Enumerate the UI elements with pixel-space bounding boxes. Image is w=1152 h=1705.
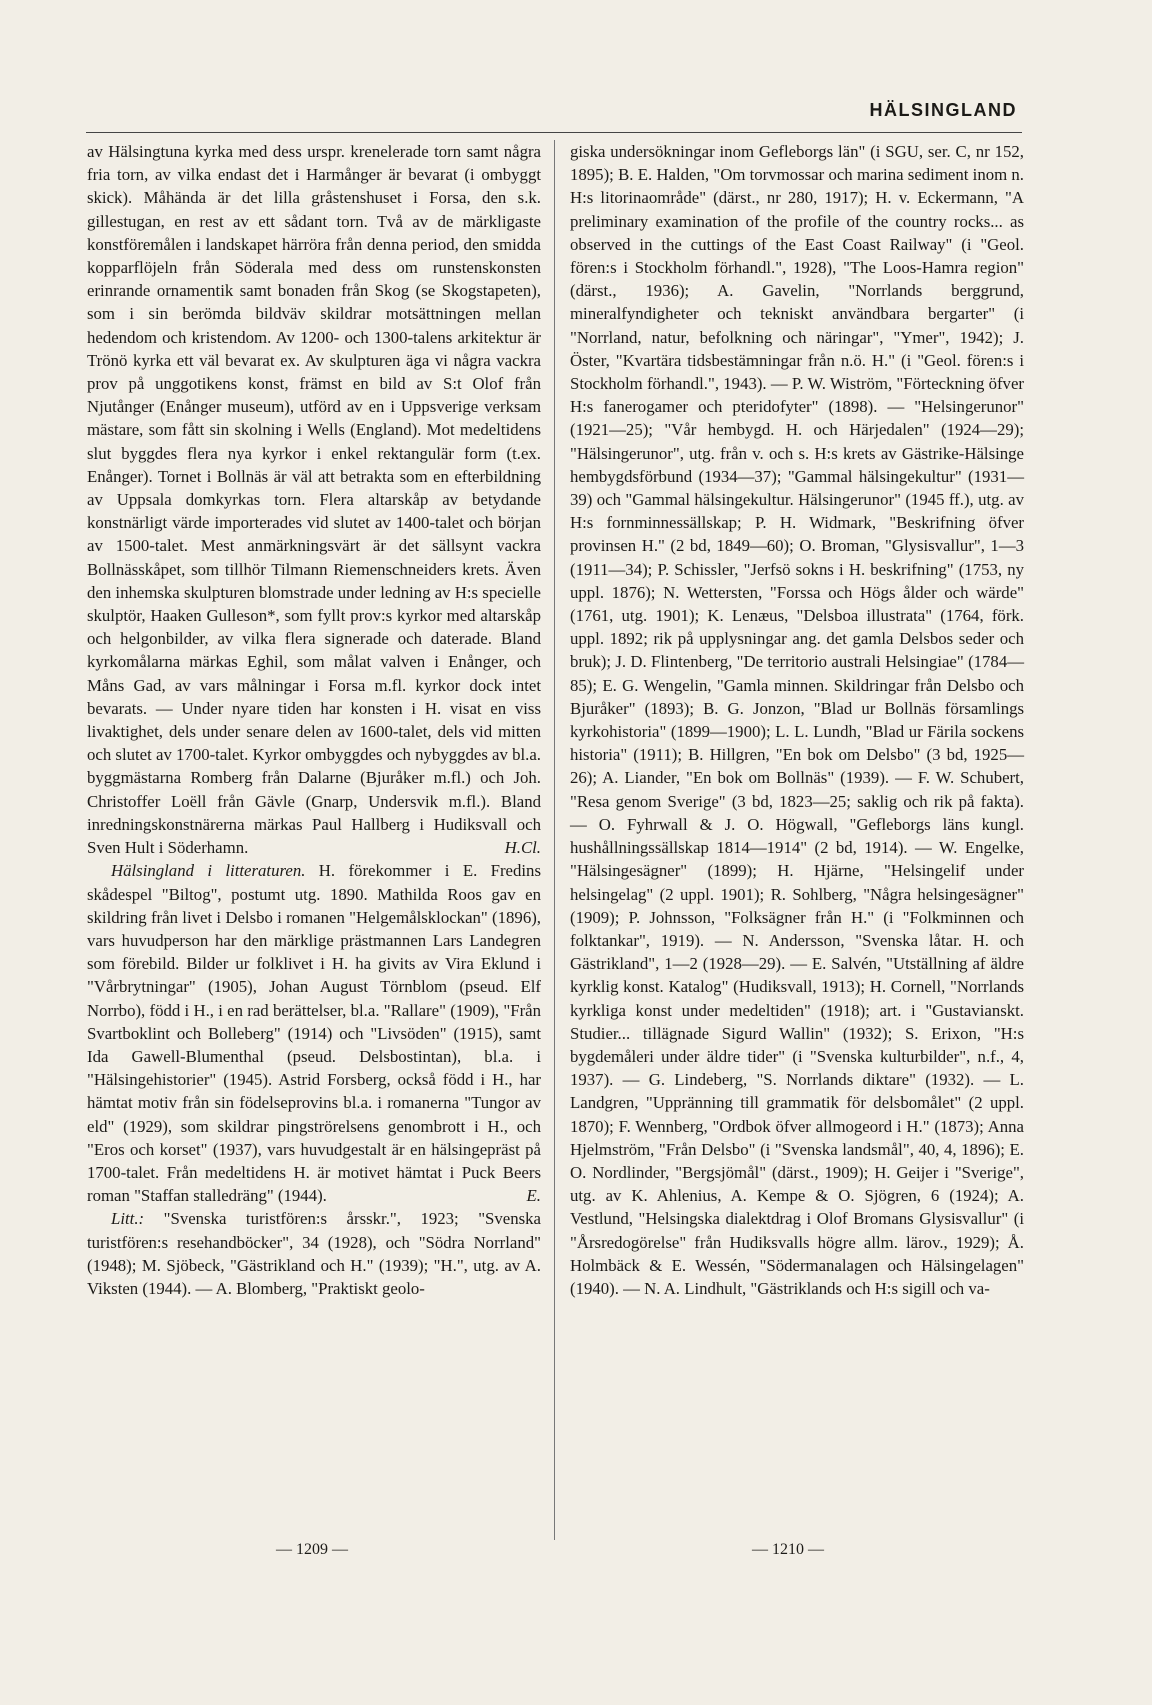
literature-signature: E. — [526, 1186, 541, 1206]
references-label: Litt.: — [111, 1209, 145, 1229]
right-column — [570, 140, 1024, 1300]
left-column — [87, 140, 541, 1300]
page-number-right: — 1210 — — [752, 1541, 824, 1558]
art-history-paragraph — [87, 140, 541, 859]
references-text: "Svenska turistfören:s årsskr.", 1923; "Svenska turistfören:s resehandböcker", 34 (1928), och "Södra Norrland" (1948); M. Sjöbeck, "Gästrikland och H." (1939); "H.", utg. av A. Viksten (1944). — A. Blomberg, "Praktiskt geolo- — [87, 1209, 541, 1298]
art-signature: H.Cl. — [504, 838, 541, 858]
page-number-left: — 1209 — — [276, 1541, 348, 1558]
literature-text: H. förekommer i E. Fredins skådespel "Biltog", postumt utg. 1890. Mathilda Roos gav en skildring från livet i Delsbo i romanen "Helgemålsklockan" (1896), vars huvudperson har den märklige prästmannen Lars Landegren som förebild. Bilder ur folklivet i H. ha givits av Vira Eklund i "Vårbrytningar" (1905), Johan August Törnblom (pseud. Elf Norrbo), född i H., i en rad berättelser, bl.a. "Rallare" (1909), "Från Svartboklint och Bolleberg" (1914) och "Livsöden" (1915), samt Ida Gawell-Blumenthal (pseud. Delsbostintan), bl.a. i "Hälsingehistorier" (1945). Astrid Forsberg, också född i H., har hämtat motiv från sin födelseprovins bl.a. i romanerna "Tungor av eld" (1929), som skildrar pingströrelsens genombrott i H., och "Eros och korset" (1937), vars huvudgestalt är en hälsingepräst på 1700-talet. Från medeltidens H. är motivet hämtat i Puck Beers roman "Staffan stalledräng" (1944). — [87, 861, 541, 1206]
art-history-text: av Hälsingtuna kyrka med dess urspr. krenelerade torn samt några fria torn, av vilka endast det i Harmånger är bevarat (i ombyggt skick). Måhända är det lilla gråstenshuset i Forsa, den s.k. gillestugan, en rest av ett sådant torn. Två av de märkligaste konstföremålen i landskapet härröra från denna period, den smidda kopparflöjeln från Söderala med dess om runstenskonsten erinrande ornamentik samt bonaden från Skog (se Skogstapeten), som i sin berömda bildväv skildrar motsättningen mellan hedendom och kristendom. Av 1200- och 1300-talens arkitektur är Trönö kyrka ett väl bevarat ex. Av skulpturen äga vi några vackra prov på unggotikens konst, främst en bild av S:t Olof från Njutånger (Enånger museum), utförd av en i Uppsverige verksam mästare, som fått sin skolning i Wells (England). Mot medeltidens slut byggdes flera nya kyrkor i enkel rektangulär form (t.ex. Enånger). Tornet i Bollnäs är väl att betrakta som en efterbildning av Uppsala domkyrkas torn. Flera altarskåp av betydande konstnärligt värde importerades vid slutet av 1400-talet och början av 1500-talet. Mest anmärkningsvärt är det sällsynt vackra Bollnässkåpet, som tillhör Tilmann Riemenschneiders krets. Även den inhemska skulpturen blomstrade under ledning av H:s specielle skulptör, Haaken Gulleson*, som fyllt prov:s kyrkor med altarskåp och helgonbilder, av vilka flera signerade och daterade. Bland kyrkomålarna märkas Eghil, som målat valven i Enånger, och Måns Gad, av vars målningar i Forsa m.fl. kyrkor dock intet bevarats. — Under nyare tiden har konsten i H. visat en viss livaktighet, dels under senare delen av 1600-talet, dels vid mitten och slutet av 1700-talet. Kyrkor ombyggdes och nybyggdes av bl.a. byggmästarna Romberg från Dalarne (Bjuråker m.fl.) och Joh. Christoffer Loëll från Gävle (Gnarp, Undersvik m.fl.). Bland inredningskonstnärerna märkas Paul Hallberg i Hudiksvall och Sven Hult i Söderhamn. — [87, 142, 541, 858]
header-rule — [86, 132, 1022, 133]
literature-paragraph — [87, 859, 541, 1207]
column-divider — [554, 140, 555, 1540]
references-continued: giska undersökningar inom Gefleborgs län" (i SGU, ser. C, nr 152, 1895); B. E. Halden, "Om torvmossar och marina sediment inom n. H:s litorinaområde" (därst., nr 280, 1917); H. v. Eckermann, "A preliminary examination of the profile of the country rocks... as observed in the cuttings of the East Coast Railway" (i "Geol. fören:s i Stockholm förhandl.", 1928), "The Loos-Hamra region" (därst., 1936); A. Gavelin, "Norrlands berggrund, mineralfyndigheter och tekniskt användbara bergarter" (i "Norrland, natur, befolkning och näringar", "Ymer", 1942); J. Öster, "Kvartära tidsbestämningar från n.ö. H." (i "Geol. fören:s i Stockholm förhandl.", 1943). — P. W. Wiström, "Förteckning öfver H:s fanerogamer och pteridofyter" (1898). — "Helsingerunor" (1921—25); "Vår hembygd. H. och Härjedalen" (1924—29); "Hälsingerunor", utg. från v. och s. H:s krets av Gästrike-Hälsinge hembygdsförbund (1934—37); "Gammal hälsingekultur" (1931—39) och "Gammal hälsingekultur. Hälsingerunor" (1945 ff.), utg. av H:s fornminnessällskap; P. H. Widmark, "Beskrifning öfver provinsen H." (2 bd, 1849—60); O. Broman, "Glysisvallur", 1—3 (1911—34); P. Schissler, "Jerfsö sokns i H. beskrifning" (1753, ny uppl. 1876); N. Wettersten, "Forssa och Högs ålder och wärde" (1761, utg. 1901); K. Lenæus, "Delsboa illustrata" (1764, förk. uppl. 1892; rik på upplysningar ang. det gamla Delsbos seder och bruk); J. D. Flintenberg, "De territorio australi Helsingiae" (1784—85); E. G. Wengelin, "Gamla minnen. Skildringar från Delsbo och Bjuråker" (1893); B. G. Jonzon, "Blad ur Bollnäs församlings kyrkohistoria" (1899—1900); L. L. Lundh, "Blad ur Färila sockens historia" (1911); B. Hillgren, "En bok om Delsbo" (3 bd, 1925—26); A. Liander, "En bok om Bollnäs" (1939). — F. W. Schubert, "Resa genom Sverige" (3 bd, 1823—25; saklig och rik på fakta). — O. Fyhrwall & J. O. Högwall, "Gefleborgs läns kungl. hushållningssällskap 1814—1914" (2 bd, 1914). — W. Engelke, "Hälsingesägner" (1899); H. Hjärne, "Helsingelif under helsingelag" (2 uppl. 1901); R. Sohlberg, "Några helsingesägner" (1909); P. Johnsson, "Folksägner från H." (i "Folkminnen och folktankar", 1919). — N. Andersson, "Svenska låtar. H. och Gästrikland", 1—2 (1928—29). — E. Salvén, "Utställning af äldre kyrklig konst. Katalog" (Hudiksvall, 1913); H. Cornell, "Norrlands kyrkliga konst under medeltiden" (1918); art. i "Gustavianskt. Studier... tillägnade Sigurd Wallin" (1932); S. Erixon, "H:s bygdemåleri under äldre tider" (i "Svenska kulturbilder", n.f., 4, 1937). — G. Lindeberg, "S. Norrlands diktare" (1932). — L. Landgren, "Uppränning till grammatik för delsbomålet" (2 uppl. 1870); F. Wennberg, "Ordbok öfver allmogeord i H." (1873); Anna Hjelmström, "Från Delsbo" (i "Svenska landsmål", 40, 4, 1896); E. O. Nordlinder, "Bergsjömål" (därst., 1909); H. Geijer i "Sverige", utg. av K. Ahlenius, A. Kempe & O. Sjögren, 6 (1924); A. Vestlund, "Helsingska dialektdrag i Olof Bromans Glysisvallur" (i "Årsredogörelse" från Hudiksvalls högre allm. lärov., 1929); Å. Holmbäck & E. Wessén, "Södermanalagen och Hälsingelagen" (1940). — N. A. Lindhult, "Gästriklands och H:s sigill och va- — [570, 142, 1024, 1298]
running-head-title: HÄLSINGLAND — [869, 100, 1017, 120]
literature-heading: Hälsingland i litteraturen. — [111, 861, 306, 881]
references-paragraph — [87, 1207, 541, 1300]
